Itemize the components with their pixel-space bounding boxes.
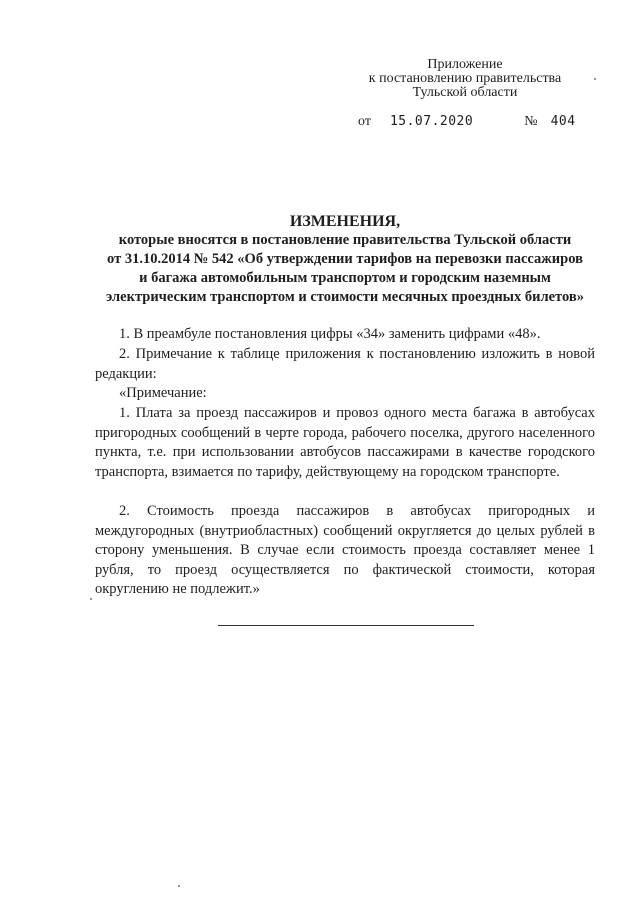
scan-speck bbox=[90, 598, 92, 600]
paragraph-note-2: 2. Стоимость проезда пассажиров в автобусах пригородных и междугородных (внутриобластных) сообщений округляется до целых рублей в сторону уменьшения. В случае если стоимость проезда составляет менее 1 рубля, то проезд осуществляется по фактической стоимости, которая округлению не подлежит.» bbox=[95, 503, 595, 597]
title-heading: ИЗМЕНЕНИЯ, bbox=[289, 213, 401, 230]
title-line-4: электрическим транспортом и стоимости месячных проездных билетов» bbox=[106, 289, 584, 305]
document-title bbox=[95, 212, 595, 307]
scan-speck bbox=[178, 885, 180, 887]
appendix-region: Тульской области bbox=[412, 85, 518, 100]
paragraph-note-1: 1. Плата за проезд пассажиров и провоз одного места багажа в автобусах пригородных сообщений в черте города, рабочего поселка, другого населенного пункта, т.е. при использовании автобусов пассажирами в качестве городского транспорта, взимается по тарифу, действующему на городском транспорте. bbox=[95, 405, 595, 480]
paragraph-2: 2. Примечание к таблице приложения к постановлению изложить в новой редакции: bbox=[95, 346, 595, 382]
paragraph-note-heading: «Примечание: bbox=[119, 385, 207, 401]
appendix-label: Приложение bbox=[427, 57, 503, 72]
title-line-3: и багажа автомобильным транспортом и городским наземным bbox=[139, 270, 551, 286]
scan-speck bbox=[594, 78, 596, 80]
resolution-number: 404 bbox=[550, 114, 576, 129]
closing-rule bbox=[218, 625, 474, 626]
appendix-resolution-ref: к постановлению правительства bbox=[368, 71, 562, 86]
title-line-2: от 31.10.2014 № 542 «Об утверждении тарифов на перевозки пассажиров bbox=[107, 251, 583, 267]
paragraph-1: 1. В преамбуле постановления цифры «34» заменить цифрами «48». bbox=[119, 326, 541, 342]
number-sign: № bbox=[524, 114, 538, 129]
resolution-date-number bbox=[358, 114, 576, 130]
resolution-date: 15.07.2020 bbox=[389, 114, 474, 129]
date-prefix: от bbox=[358, 114, 371, 129]
title-line-1: которые вносятся в постановление правительства Тульской области bbox=[118, 232, 572, 248]
